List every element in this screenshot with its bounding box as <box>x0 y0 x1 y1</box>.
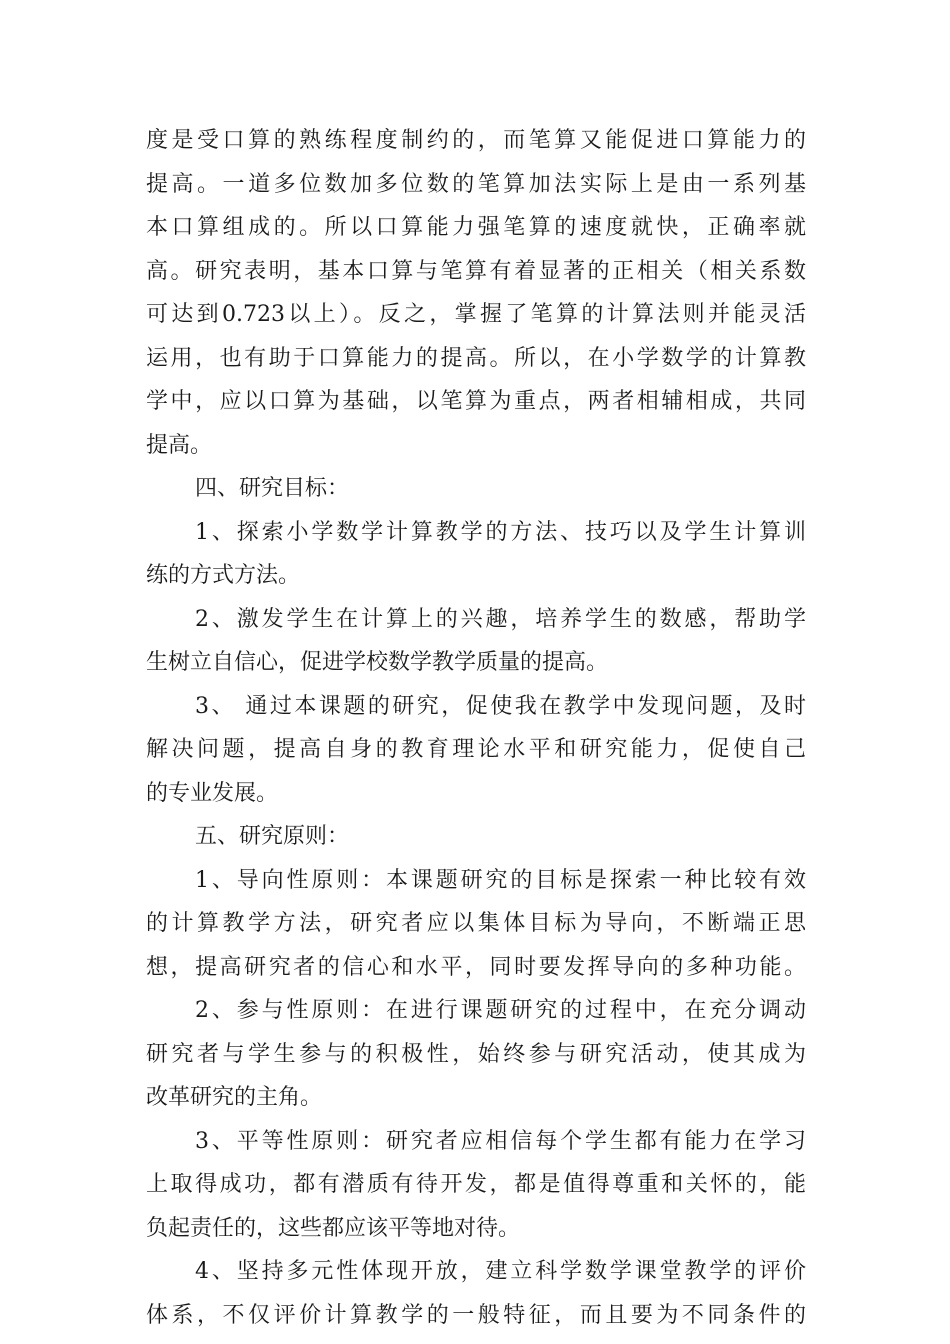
body-line: 本口算组成的。所以口算能力强笔算的速度就快，正确率就 <box>146 215 806 240</box>
principle-item-2: 2、参与性原则：在进行课题研究的过程中，在充分调动 <box>195 998 806 1023</box>
body-line: 的专业发展。 <box>146 780 279 806</box>
section-heading-research-goals: 四、研究目标： <box>195 476 350 501</box>
document-body <box>146 119 806 1337</box>
body-line: 想，提高研究者的信心和水平，同时要发挥导向的多种功能。 <box>146 954 806 980</box>
body-line: 上取得成功，都有潜质有待开发，都是值得尊重和关怀的，能 <box>146 1172 806 1197</box>
body-line: 提高。一道多位数加多位数的笔算加法实际上是由一系列基 <box>146 171 806 197</box>
body-line: 改革研究的主角。 <box>146 1085 323 1110</box>
body-line: 的计算教学方法，研究者应以集体目标为导向，不断端正思 <box>146 911 806 936</box>
body-line: 度是受口算的熟练程度制约的，而笔算又能促进口算能力的 <box>146 128 806 153</box>
body-line: 提高。 <box>146 432 213 458</box>
goal-item-2: 2、激发学生在计算上的兴趣，培养学生的数感，帮助学 <box>195 606 806 632</box>
goal-item-3: 3、 通过本课题的研究，促使我在教学中发现问题，及时 <box>195 693 806 719</box>
body-line: 生树立自信心，促进学校数学教学质量的提高。 <box>146 650 609 675</box>
body-line: 练的方式方法。 <box>146 563 301 588</box>
goal-item-1: 1、探索小学数学计算教学的方法、技巧以及学生计算训 <box>195 519 806 545</box>
body-line: 运用，也有助于口算能力的提高。所以，在小学数学的计算教 <box>146 345 806 371</box>
body-line: 负起责任的，这些都应该平等地对待。 <box>146 1215 521 1241</box>
body-line: 解决问题，提高自身的教育理论水平和研究能力，促使自己 <box>146 737 806 762</box>
principle-item-1: 1、导向性原则：本课题研究的目标是探索一种比较有效 <box>195 867 806 893</box>
body-line: 体系，不仅评价计算教学的一般特征，而且要为不同条件的 <box>146 1302 806 1328</box>
body-line: 学中，应以口算为基础，以笔算为重点，两者相辅相成，共同 <box>146 389 806 414</box>
body-line: 研究者与学生参与的积极性，始终参与研究活动，使其成为 <box>146 1041 806 1067</box>
principle-item-3: 3、平等性原则：研究者应相信每个学生都有能力在学习 <box>195 1128 806 1154</box>
section-heading-research-principles: 五、研究原则： <box>195 824 350 849</box>
body-line: 高。研究表明，基本口算与笔算有着显著的正相关（相关系数 <box>146 258 806 284</box>
principle-item-4: 4、坚持多元性体现开放，建立科学数学课堂教学的评价 <box>195 1259 806 1284</box>
body-line: 可达到0.723以上）。反之，掌握了笔算的计算法则并能灵活 <box>146 302 806 327</box>
